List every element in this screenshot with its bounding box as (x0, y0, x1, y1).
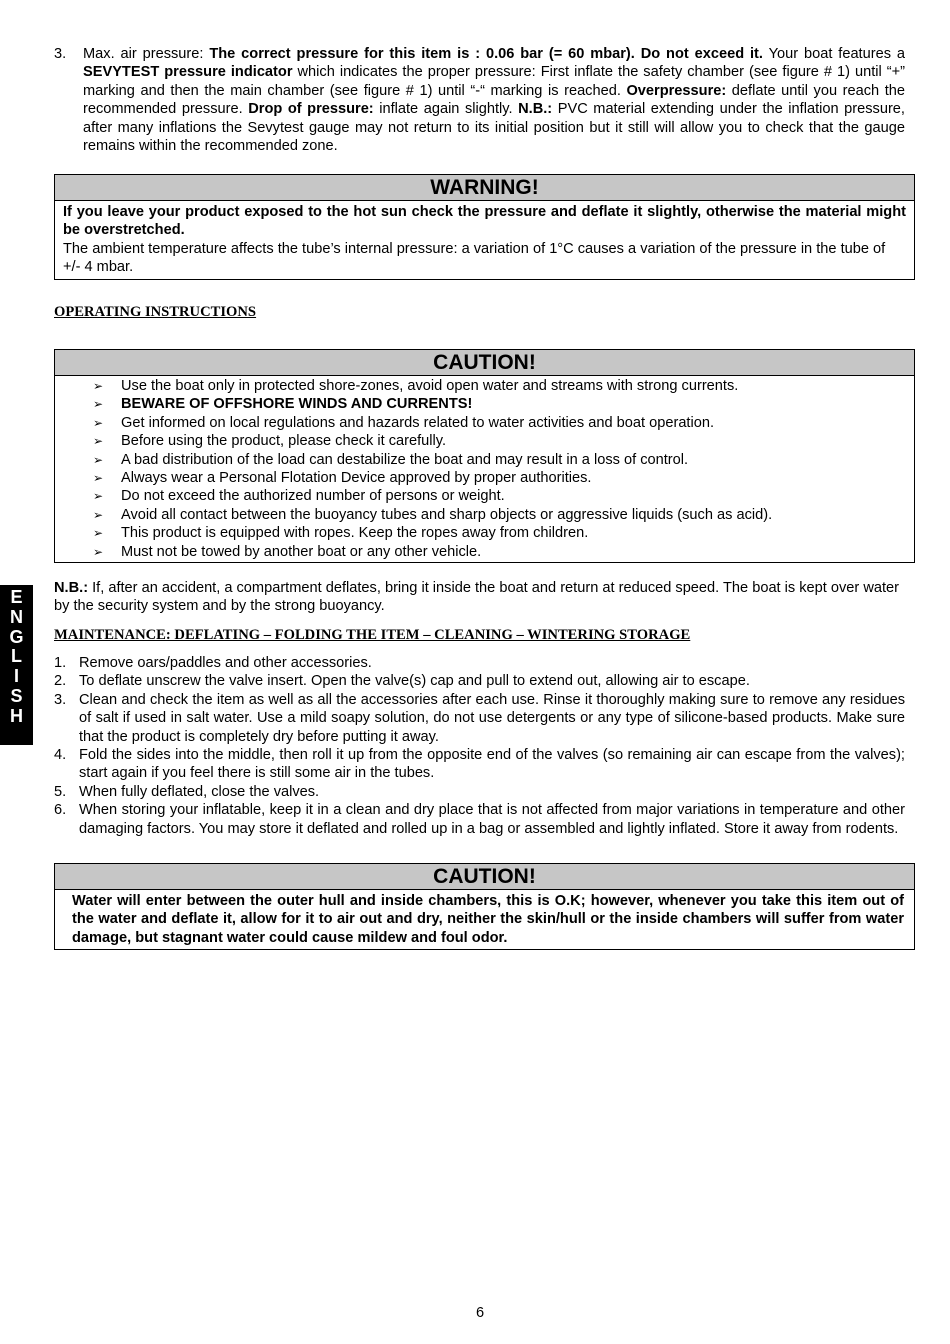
arrow-bullet-icon: ➢ (93, 434, 104, 449)
list-item: ➢ Must not be towed by another boat or any other vehicle. (93, 543, 482, 560)
list-item: ➢ Do not exceed the authorized number of persons or weight. (93, 488, 505, 505)
arrow-bullet-icon: ➢ (93, 507, 104, 522)
arrow-bullet-icon: ➢ (93, 415, 104, 430)
arrow-bullet-icon: ➢ (93, 379, 104, 393)
air-pressure-item (54, 45, 905, 155)
warning-bold-text: If you leave your product exposed to the hot sun check the pressure and deflate it slightly, otherwise the material might be overstretched. (63, 204, 906, 239)
list-item: ➢ BEWARE OF OFFSHORE WINDS AND CURRENTS! (93, 396, 473, 413)
list-item: ➢ This product is equipped with ropes. Keep the ropes away from children. (93, 525, 589, 542)
caution-maintenance-text: Water will enter between the outer hull and inside chambers, this is O.K; however, whenever you take this item out of the water and deflate it, allow for it to air out and dry, neither the skin/hull or the inside chambers will suffer from water damage, but stagnant water could cause mildew and foul odor. (72, 893, 904, 946)
arrow-bullet-icon: ➢ (93, 526, 104, 541)
list-item: ➢ Before using the product, please check it carefully. (93, 433, 447, 450)
side-tab-letter: G (9, 626, 24, 647)
maintenance-heading: MAINTENANCE: DEFLATING – FOLDING THE ITEM – CLEANING – WINTERING STORAGE (54, 627, 691, 643)
side-tab-letter: S (10, 685, 23, 706)
side-tab-letter: I (13, 666, 19, 687)
side-tab-letter: N (10, 606, 23, 627)
list-item: ➢ Get informed on local regulations and hazards related to water activities and boat operation. (93, 414, 715, 431)
side-tab-letter: H (10, 705, 23, 726)
warning-title: WARNING! (55, 175, 914, 201)
list-item: ➢ Always wear a Personal Flotation Device approved by proper authorities. (93, 470, 592, 487)
list-item: 3. Clean and check the item as well as all the accessories after each use. Rinse it thoroughly making sure to remove any residues of salt if used in salt water. Use a mild soapy solution, do not use detergents or any type of silicone-based products. Make sure that the product is completely dry before putting it away. (54, 691, 905, 745)
arrow-bullet-icon: ➢ (93, 489, 104, 504)
side-tab-letter: L (11, 646, 22, 667)
list-item: ➢ Use the boat only in protected shore-zones, avoid open water and streams with strong currents. (93, 378, 739, 394)
warning-body (55, 201, 914, 279)
caution-title: CAUTION! (55, 350, 914, 376)
list-item: 2. To deflate unscrew the valve insert. Open the valve(s) cap and pull to extend out, allowing air to escape. (54, 673, 750, 690)
caution-title: CAUTION! (55, 864, 914, 890)
list-item: 4. Fold the sides into the middle, then roll it up from the opposite end of the valves (so remaining air can escape from the valves); start again if you feel there is still some air in the tubes. (54, 747, 905, 782)
list-item: 1. Remove oars/paddles and other accessories. (54, 655, 372, 671)
caution-list (55, 376, 914, 562)
arrow-bullet-icon: ➢ (93, 471, 104, 486)
arrow-bullet-icon: ➢ (93, 544, 104, 559)
language-side-tab (0, 585, 33, 745)
arrow-bullet-icon: ➢ (93, 397, 104, 412)
air-pressure-text: Max. air pressure: The correct pressure for this item is : 0.06 bar (= 60 mbar). Do not exceed it. Your boat features a SEVYTEST pressure indicator which indicates the proper pressure: First inflate the safety chamber (see figure # 1) until “+” marking and then the main chamber (see figure # 1) until “-“ marking is reached. Overpressure: deflate until you reach the recommended pressure. Drop of pressure: inflate again slightly. N.B.: PVC material extending under the inflation pressure, after many inflations the Sevytest gauge may not return to its initial position but it still will allow you to check that the gauge remains within the recommended zone. (83, 46, 906, 155)
arrow-bullet-icon: ➢ (93, 452, 104, 467)
warning-text: The ambient temperature affects the tube’s internal pressure: a variation of 1°C causes a variation of the pressure in the tube of +/- 4 mbar. (63, 240, 886, 276)
nb-note: N.B.: If, after an accident, a compartment deflates, bring it inside the boat and return at reduced speed. The boat is kept over water by the security system and by the strong buoyancy. (54, 580, 900, 615)
side-tab-letter: E (10, 587, 23, 607)
item-number: 3. (54, 46, 67, 62)
caution-box-maintenance (54, 863, 915, 950)
maintenance-list (54, 654, 905, 838)
caution-box-operating (54, 349, 915, 563)
list-item: 5. When fully deflated, close the valves. (54, 783, 320, 800)
page-number: 6 (475, 1305, 485, 1321)
list-item: 6. When storing your inflatable, keep it in a clean and dry place that is not affected from major variations in temperature and other damaging factors. You may store it deflated and rolled up in a bag or assembled and lightly inflated. Store it away from rodents. (54, 802, 905, 837)
warning-box (54, 174, 915, 280)
operating-instructions-heading: OPERATING INSTRUCTIONS (54, 304, 257, 320)
list-item: ➢ Avoid all contact between the buoyancy tubes and sharp objects or aggressive liquids (such as acid). (93, 506, 773, 523)
list-item: ➢ A bad distribution of the load can destabilize the boat and may result in a loss of control. (93, 451, 689, 468)
